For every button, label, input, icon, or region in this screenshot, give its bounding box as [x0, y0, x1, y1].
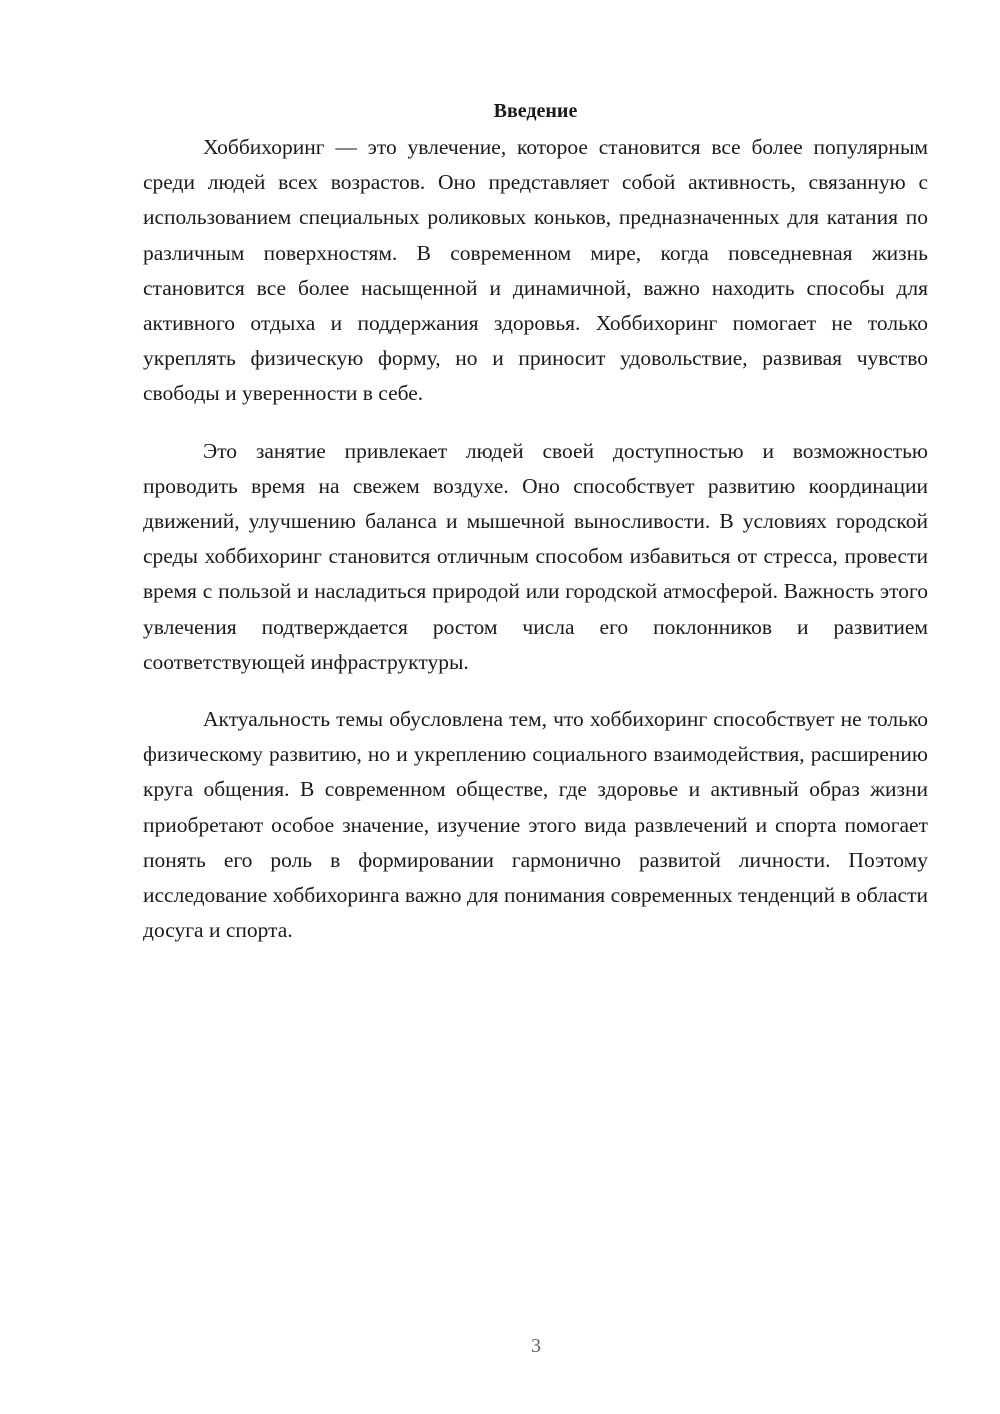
paragraph-3: Актуальность темы обусловлена тем, что хоббихоринг способствует не только физическому развитию, но и укреплению социального взаимодействия, расширению круга общения. В современном обществе, где здоровье и активный образ жизни приобретают особое значение, изучение этого вида развлечений и спорта помогает понять его роль в формировании гармонично развитой личности. Поэтому исследование хоббихоринга важно для понимания современных тенденций в области досуга и спорта. — [143, 707, 928, 943]
page-number: 3 — [531, 1335, 541, 1357]
paragraph-1: Хоббихоринг — это увлечение, которое становится все более популярным среди людей всех возрастов. Оно представляет собой активность, связанную с использованием специальных роликовых коньков, предназначенных для катания по различным поверхностям. В современном мире, когда повседневная жизнь становится все более насыщенной и динамичной, важно находить способы для активного отдыха и поддержания здоровья. Хоббихоринг помогает не только укреплять физическую форму, но и приносит удовольствие, развивая чувство свободы и уверенности в себе. — [143, 135, 928, 406]
paragraph-2: Это занятие привлекает людей своей доступностью и возможностью проводить время на свежем воздухе. Оно способствует развитию координации движений, улучшению баланса и мышечной выносливости. В условиях городской среды хоббихоринг становится отличным способом избавиться от стресса, провести время с пользой и насладиться природой или городской атмосферой. Важность этого увлечения подтверждается ростом числа его поклонников и развитием соответствующей инфраструктуры. — [143, 438, 928, 674]
page-content — [143, 96, 928, 970]
section-heading: Введение — [493, 100, 578, 122]
